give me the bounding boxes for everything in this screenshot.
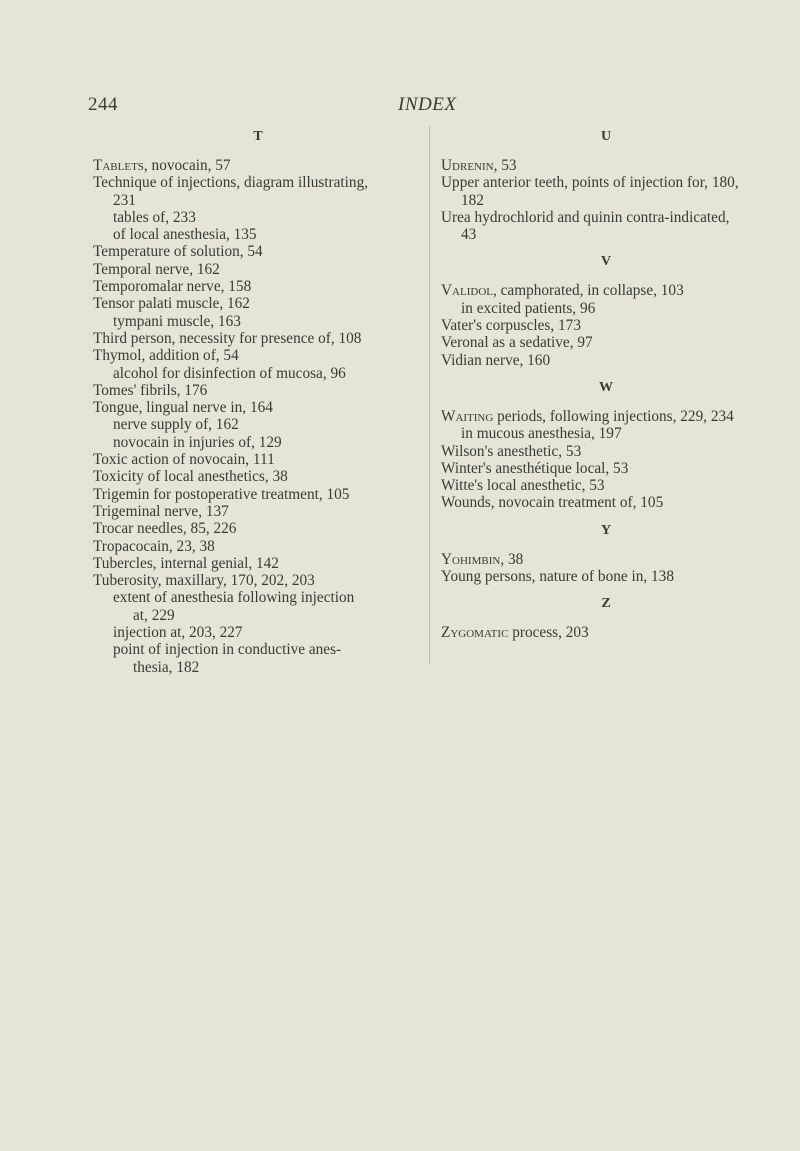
entry-text: Vater's corpuscles, 173 — [441, 317, 581, 335]
index-entry — [93, 416, 423, 433]
entry-text: Witte's local anesthetic, 53 — [441, 477, 605, 495]
index-entry — [93, 330, 423, 347]
index-entry — [93, 659, 423, 676]
index-entry — [93, 226, 423, 243]
entry-text: camphorated, in collapse, 103 — [496, 282, 684, 300]
index-entry — [93, 261, 423, 278]
section-letter: Z — [601, 596, 611, 612]
index-entry — [93, 278, 423, 295]
index-entry — [93, 486, 423, 503]
index-entry — [93, 347, 423, 364]
section-letter: Y — [600, 522, 612, 538]
entry-headword: Udrenin, — [441, 157, 498, 174]
entry-text: tables of, 233 — [113, 208, 196, 226]
index-entry — [441, 408, 771, 425]
index-entry — [441, 425, 771, 442]
index-entry — [93, 157, 423, 174]
index-entry — [93, 295, 423, 312]
entry-text: novocain, 57 — [147, 157, 231, 174]
entry-text: Temporal nerve, 162 — [93, 260, 220, 278]
entry-text: Winter's anesthétique local, 53 — [441, 459, 629, 477]
index-section-w — [441, 379, 771, 512]
index-section-u — [441, 128, 771, 243]
entry-text: process, 203 — [508, 624, 589, 642]
entry-text: Third person, necessity for presence of, 108 — [93, 329, 362, 347]
entry-headword: Zygomatic — [441, 624, 509, 642]
index-entry — [93, 468, 423, 485]
entry-text: Tuberosity, maxillary, 170, 202, 203 — [93, 572, 315, 590]
entry-text: novocain in injuries of, 129 — [113, 433, 282, 451]
entry-text: Thymol, addition of, 54 — [93, 347, 239, 365]
entry-headword: Tablets, — [93, 157, 148, 174]
index-section-z — [441, 595, 771, 641]
entry-text: Tropacocain, 23, 38 — [93, 537, 215, 555]
index-entry — [441, 477, 771, 494]
index-entry — [93, 451, 423, 468]
entry-text: injection at, 203, 227 — [113, 624, 243, 642]
index-entry — [441, 551, 771, 568]
index-entry — [93, 520, 423, 537]
entry-text: of local anesthesia, 135 — [113, 226, 257, 244]
index-entry — [93, 555, 423, 572]
index-entry — [93, 382, 423, 399]
entry-text: 38 — [504, 550, 524, 568]
index-entry — [441, 209, 771, 226]
index-section-y — [441, 522, 771, 586]
index-entry — [93, 192, 423, 209]
entry-text: Wounds, novocain treatment of, 105 — [441, 494, 664, 512]
entry-text: Tomes' fibrils, 176 — [93, 381, 208, 399]
index-entry — [93, 538, 423, 555]
index-entry — [93, 209, 423, 226]
entry-text: at, 229 — [133, 606, 175, 624]
index-section-v — [441, 253, 771, 368]
entry-text: Vidian nerve, 160 — [441, 351, 551, 369]
entry-text: Toxicity of local anesthetics, 38 — [93, 468, 288, 486]
entry-text: Trigeminal nerve, 137 — [93, 502, 229, 520]
entry-text: Temporomalar nerve, 158 — [93, 278, 252, 296]
entry-text: 43 — [461, 226, 477, 244]
index-entry — [441, 334, 771, 351]
index-entry — [93, 589, 423, 606]
index-entry — [441, 174, 771, 191]
entry-text: Veronal as a sedative, 97 — [441, 334, 593, 352]
index-entry — [441, 317, 771, 334]
entry-headword: Validol, — [441, 282, 497, 300]
index-entry — [441, 192, 771, 209]
entry-text: point of injection in conductive anes- — [113, 641, 342, 659]
index-entry — [93, 243, 423, 260]
index-entry — [441, 624, 771, 641]
entry-text: 182 — [461, 191, 484, 209]
entry-text: nerve supply of, 162 — [113, 416, 239, 434]
entry-text: thesia, 182 — [133, 658, 200, 676]
index-entry — [93, 607, 423, 624]
entry-text: Temperature of solution, 54 — [93, 243, 263, 261]
entry-text: Upper anterior teeth, points of injection for, 180, — [441, 174, 739, 192]
index-entry — [93, 434, 423, 451]
index-entry — [441, 157, 771, 174]
left-column — [93, 128, 423, 686]
index-entry — [441, 282, 771, 299]
entry-headword: Waiting — [441, 407, 494, 425]
index-entry — [93, 503, 423, 520]
index-entry — [93, 572, 423, 589]
right-column — [441, 128, 771, 652]
index-entry — [441, 568, 771, 585]
entry-text: Trocar needles, 85, 226 — [93, 520, 237, 538]
index-entry — [441, 300, 771, 317]
entry-text: Toxic action of novocain, 111 — [93, 451, 275, 469]
entry-text: 53 — [497, 157, 517, 174]
entry-text: Tubercles, internal genial, 142 — [93, 554, 279, 572]
entry-headword: Yohimbin, — [441, 550, 505, 568]
index-entry — [441, 460, 771, 477]
entry-text: tympani muscle, 163 — [113, 312, 241, 330]
section-letter: V — [600, 254, 612, 270]
index-entry — [93, 399, 423, 416]
section-letter: T — [253, 129, 263, 144]
index-section-t — [93, 128, 423, 676]
entry-text: Urea hydrochlorid and quinin contra-indicated, — [441, 208, 730, 226]
page-number: 244 — [88, 94, 118, 115]
entry-text: in excited patients, 96 — [461, 299, 596, 317]
index-entry — [93, 365, 423, 382]
entry-text: Trigemin for postoperative treatment, 105 — [93, 485, 350, 503]
entry-text: Young persons, nature of bone in, 138 — [441, 568, 674, 586]
entry-text: Tongue, lingual nerve in, 164 — [93, 399, 273, 417]
index-entry — [93, 174, 423, 191]
entry-text: 231 — [113, 191, 136, 209]
entry-text: periods, following injections, 229, 234 — [493, 407, 734, 425]
index-entry — [441, 352, 771, 369]
entry-text: extent of anesthesia following injection — [113, 589, 355, 607]
page-title: INDEX — [398, 94, 457, 115]
index-entry — [93, 641, 423, 658]
index-entry — [441, 494, 771, 511]
entry-text: Wilson's anesthetic, 53 — [441, 442, 582, 460]
entry-text: Tensor palati muscle, 162 — [93, 295, 250, 313]
index-entry — [93, 624, 423, 641]
entry-text: in mucous anesthesia, 197 — [461, 425, 622, 443]
entry-text: alcohol for disinfection of mucosa, 96 — [113, 364, 346, 382]
section-letter: W — [599, 379, 613, 395]
section-letter: U — [600, 129, 612, 144]
column-divider — [429, 126, 430, 664]
index-entry — [93, 313, 423, 330]
entry-text: Technique of injections, diagram illustrating, — [93, 174, 369, 192]
index-entry — [441, 443, 771, 460]
index-entry — [441, 226, 771, 243]
